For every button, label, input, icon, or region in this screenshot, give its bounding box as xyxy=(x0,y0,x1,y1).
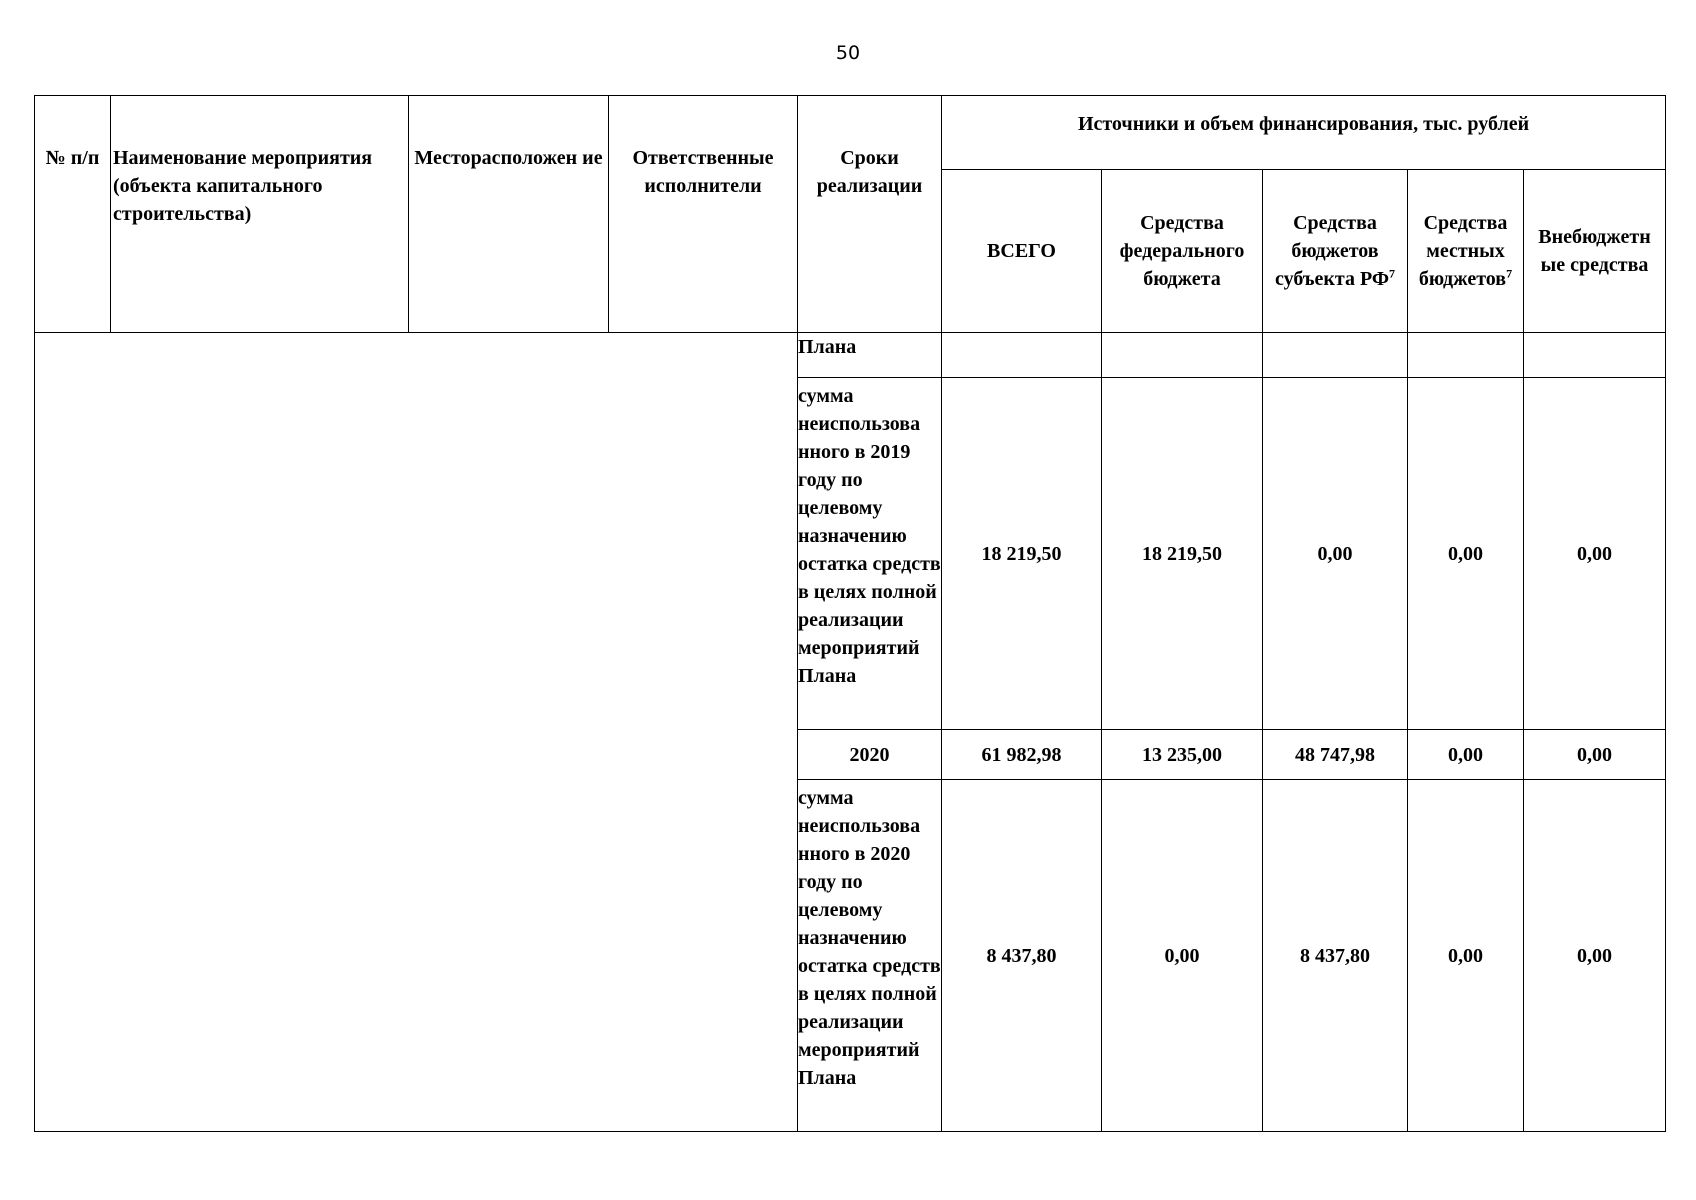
header-responsible: Ответственные исполнители xyxy=(609,96,798,333)
header-terms: Сроки реализации xyxy=(798,96,942,333)
total-cell: 18 219,50 xyxy=(942,378,1102,730)
total-cell xyxy=(942,333,1102,378)
local-cell xyxy=(1408,333,1524,378)
local-cell: 0,00 xyxy=(1408,780,1524,1132)
header-total: ВСЕГО xyxy=(942,170,1102,333)
header-offbudget: Внебюджетн ые средства xyxy=(1524,170,1666,333)
federal-cell xyxy=(1102,333,1263,378)
header-local-label: Средства местных бюджетов xyxy=(1418,212,1508,290)
regional-cell xyxy=(1263,333,1408,378)
header-regional-label: Средства бюджетов субъекта РФ xyxy=(1274,212,1390,290)
period-cell: Плана xyxy=(798,333,942,378)
offbudget-cell xyxy=(1524,333,1666,378)
header-num: № п/п xyxy=(35,96,111,333)
total-cell: 61 982,98 xyxy=(942,730,1102,780)
total-cell: 8 437,80 xyxy=(942,780,1102,1132)
offbudget-cell: 0,00 xyxy=(1524,378,1666,730)
period-cell: сумма неиспользова нного в 2019 году по целевому назначению остатка средств в целях полной реализации мероприятий Плана xyxy=(798,378,942,730)
financing-table xyxy=(34,95,1666,1132)
period-cell: сумма неиспользова нного в 2020 году по целевому назначению остатка средств в целях полной реализации мероприятий Плана xyxy=(798,780,942,1132)
offbudget-cell: 0,00 xyxy=(1524,780,1666,1132)
federal-cell: 18 219,50 xyxy=(1102,378,1263,730)
header-local-footnote: 7 xyxy=(1506,266,1513,281)
local-cell: 0,00 xyxy=(1408,730,1524,780)
header-regional-footnote: 7 xyxy=(1389,266,1396,281)
table-row xyxy=(35,333,1666,378)
regional-cell: 8 437,80 xyxy=(1263,780,1408,1132)
header-federal: Средства федерального бюджета xyxy=(1102,170,1263,333)
federal-cell: 13 235,00 xyxy=(1102,730,1263,780)
header-name: Наименование мероприятия (объекта капитального строительства) xyxy=(111,96,409,333)
header-financing: Источники и объем финансирования, тыс. рублей xyxy=(942,96,1666,170)
offbudget-cell: 0,00 xyxy=(1524,730,1666,780)
federal-cell: 0,00 xyxy=(1102,780,1263,1132)
period-cell: 2020 xyxy=(798,730,942,780)
blank-merged-cell xyxy=(35,333,798,1132)
regional-cell: 48 747,98 xyxy=(1263,730,1408,780)
page-number: 50 xyxy=(835,42,861,64)
header-regional xyxy=(1263,170,1408,333)
local-cell: 0,00 xyxy=(1408,378,1524,730)
regional-cell: 0,00 xyxy=(1263,378,1408,730)
header-local xyxy=(1408,170,1524,333)
header-location: Месторасположен ие xyxy=(409,96,609,333)
